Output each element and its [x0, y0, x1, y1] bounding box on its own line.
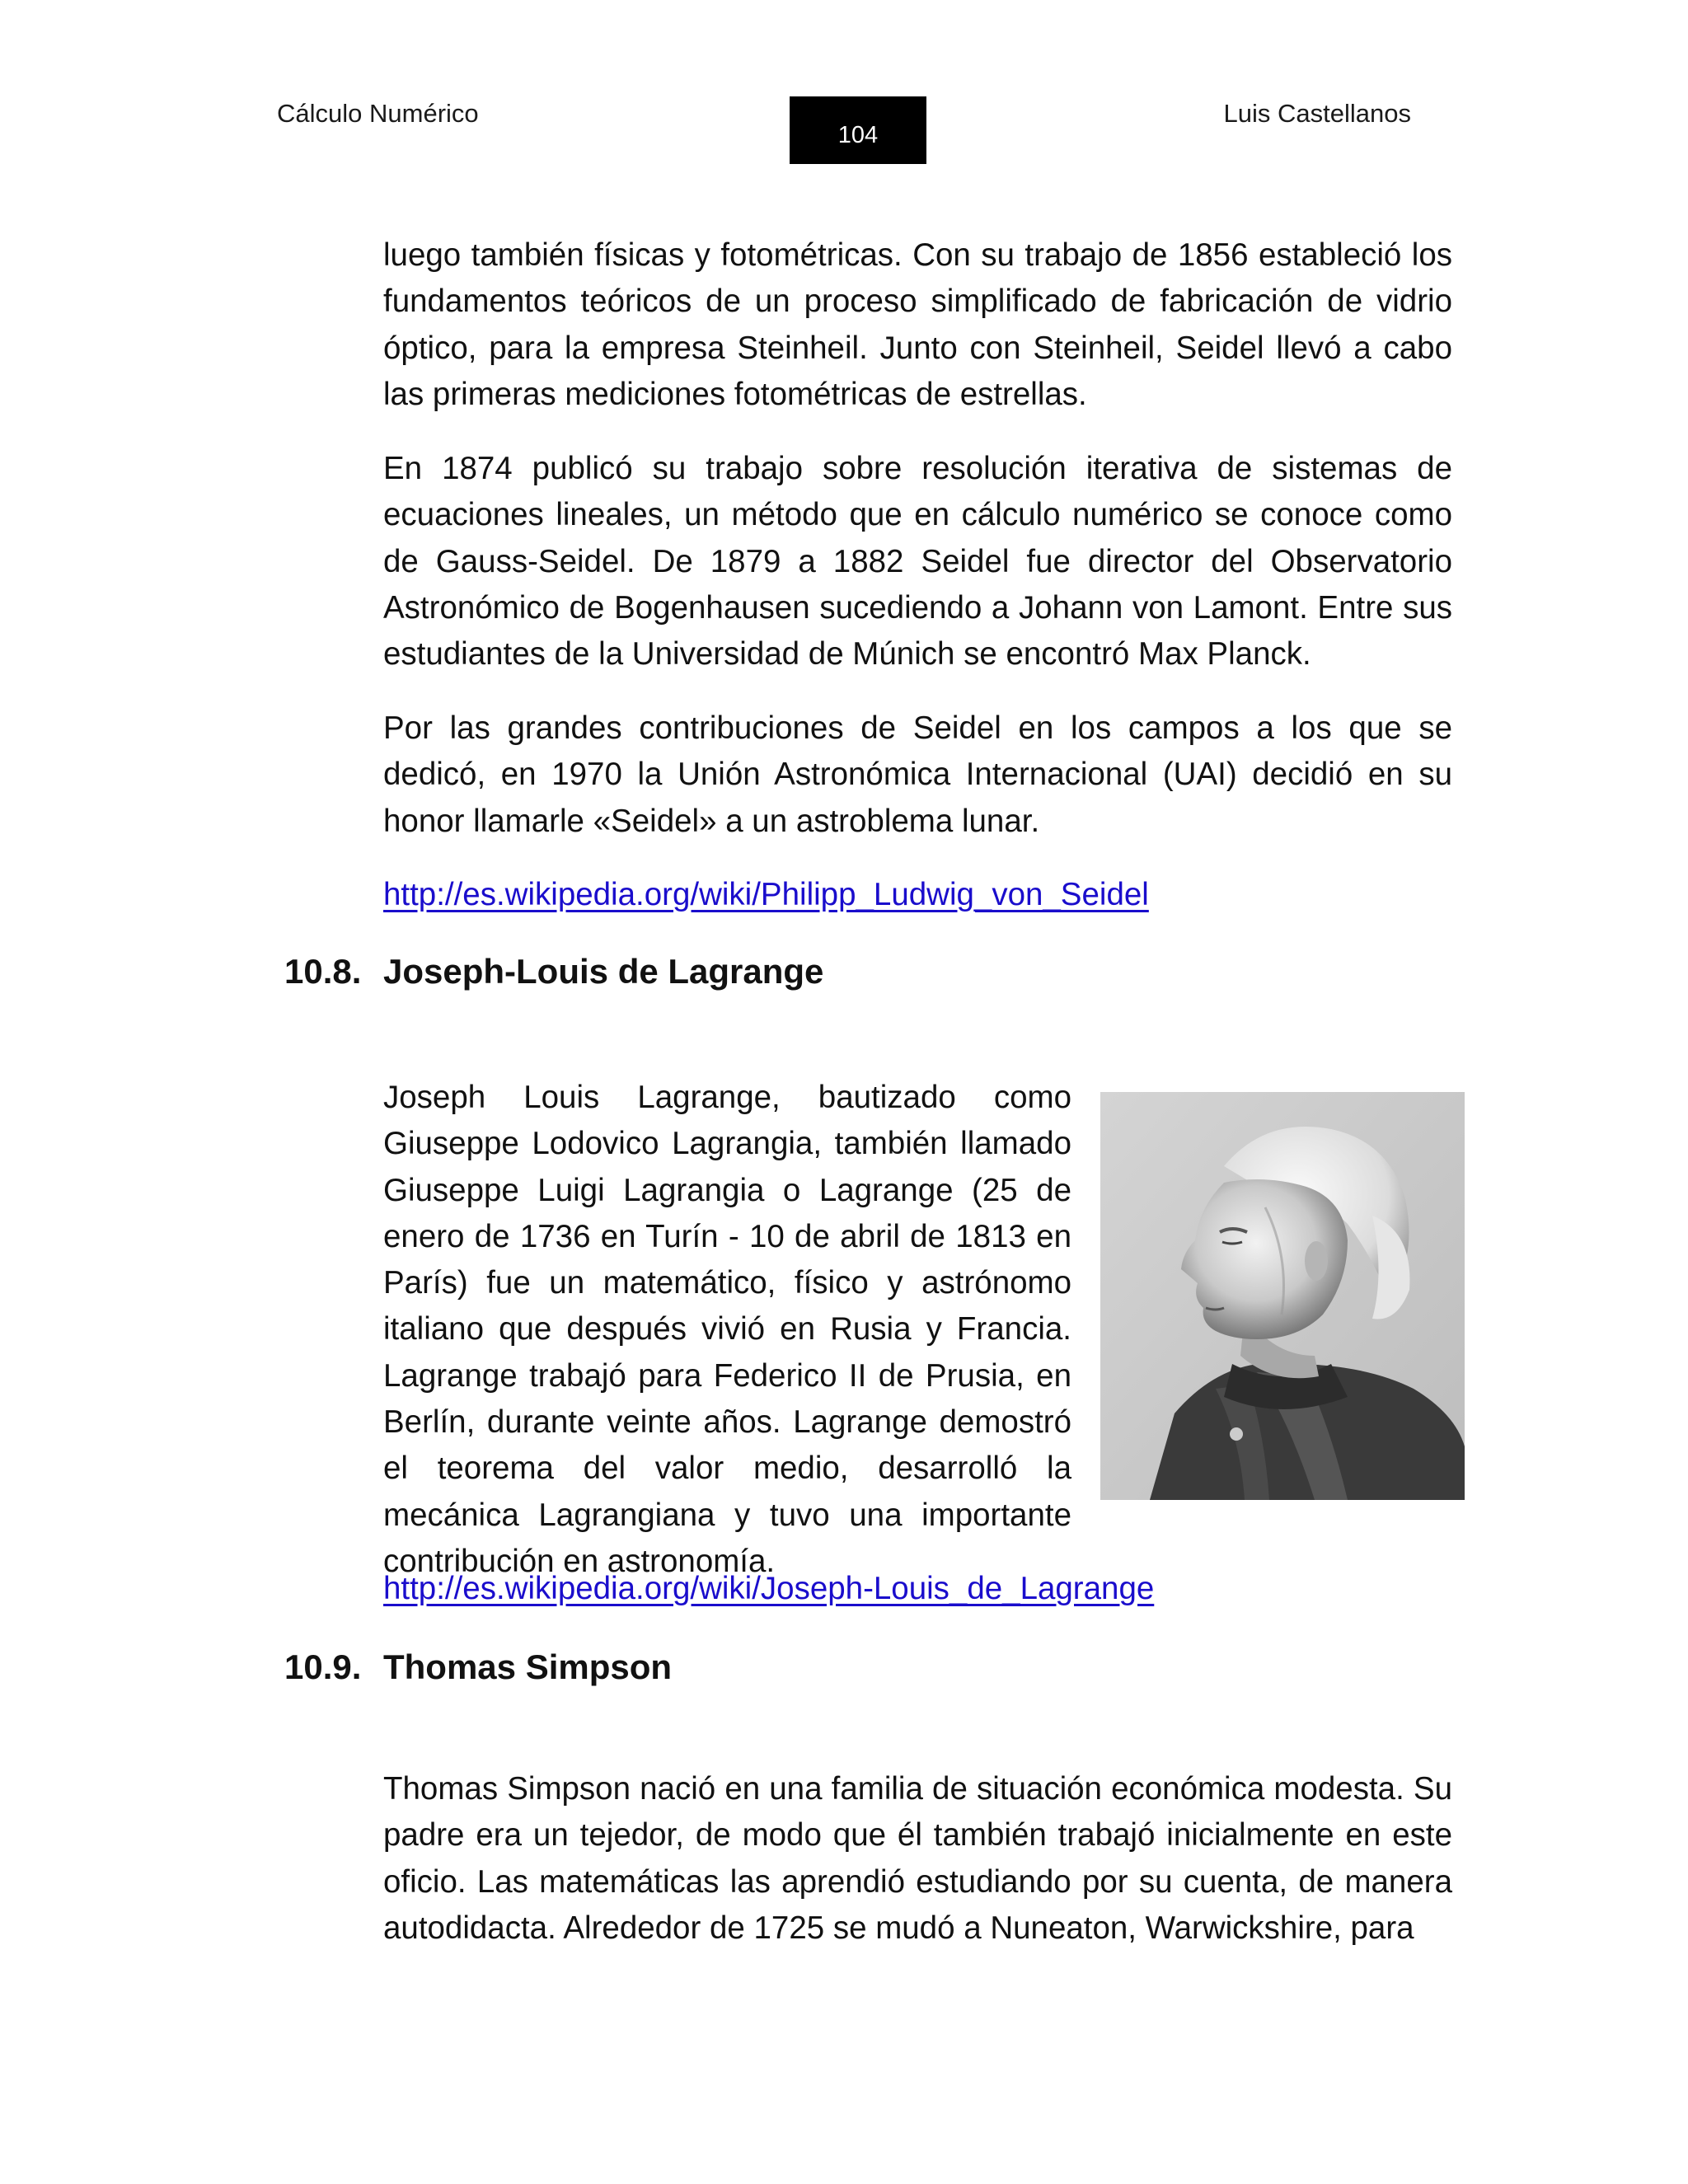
- section-number: 10.9.: [284, 1647, 362, 1686]
- section-number: 10.8.: [284, 952, 362, 991]
- section-heading-simpson: [284, 1644, 672, 1690]
- lagrange-portrait-image: [1100, 1092, 1465, 1500]
- section-title: Thomas Simpson: [383, 1647, 673, 1686]
- page-number-box: 104: [790, 96, 926, 164]
- paragraph-seidel-crater: Por las grandes contribuciones de Seidel en los campos a los que se dedicó, en 1970 la Unión Astronómica Internacional (UAI) decidió en su honor llamarle «Seidel» a un astroblema lunar.: [383, 710, 1452, 839]
- paragraph-lagrange-bio: Joseph Louis Lagrange, bautizado como Giuseppe Lodovico Lagrangia, también llamado Giuseppe Luigi Lagrangia o Lagrange (25 de enero de 1736 en Turín - 10 de abril de 1813 en París) fue un matemático, físico y astrónomo italiano que después vivió en Rusia y Francia. Lagrange trabajó para Federico II de Prusia, en Berlín, durante veinte años. Lagrange demostró el teorema del valor medio, desarrolló la mecánica Lagrangiana y tuvo una importante contribución en astronomía.: [383, 1080, 1071, 1579]
- link-seidel-wikipedia[interactable]: http://es.wikipedia.org/wiki/Philipp_Ludwig_von_Seidel: [383, 877, 1149, 912]
- paragraph-seidel-gauss-seidel: En 1874 publicó su trabajo sobre resolución iterativa de sistemas de ecuaciones lineales, un método que en cálculo numérico se conoce como de Gauss-Seidel. De 1879 a 1882 Seidel fue director del Observatorio Astronómico de Bogenhausen sucediendo a Johann von Lamont. Entre sus estudiantes de la Universidad de Múnich se encontró Max Planck.: [383, 451, 1452, 673]
- paragraph-seidel-photometry: luego también físicas y fotométricas. Con su trabajo de 1856 estableció los fundamentos teóricos de un proceso simplificado de fabricación de vidrio óptico, para la empresa Steinheil. Junto con Steinheil, Seidel llevó a cabo las primeras mediciones fotométricas de estrellas.: [383, 237, 1452, 412]
- paragraph-simpson-bio: Thomas Simpson nació en una familia de situación económica modesta. Su padre era un tejedor, de modo que él también trabajó inicialmente en este oficio. Las matemáticas las aprendió estudiando por su cuenta, de manera autodidacta. Alrededor de 1725 se mudó a Nuneaton, Warwickshire, para: [383, 1771, 1452, 1946]
- header-book-title: Cálculo Numérico: [277, 99, 479, 128]
- link-lagrange-wikipedia[interactable]: http://es.wikipedia.org/wiki/Joseph-Louis_de_Lagrange: [383, 1571, 1155, 1606]
- header-author: Luis Castellanos: [1223, 99, 1411, 128]
- section-heading-lagrange: [284, 949, 823, 995]
- section-title: Joseph-Louis de Lagrange: [383, 952, 824, 991]
